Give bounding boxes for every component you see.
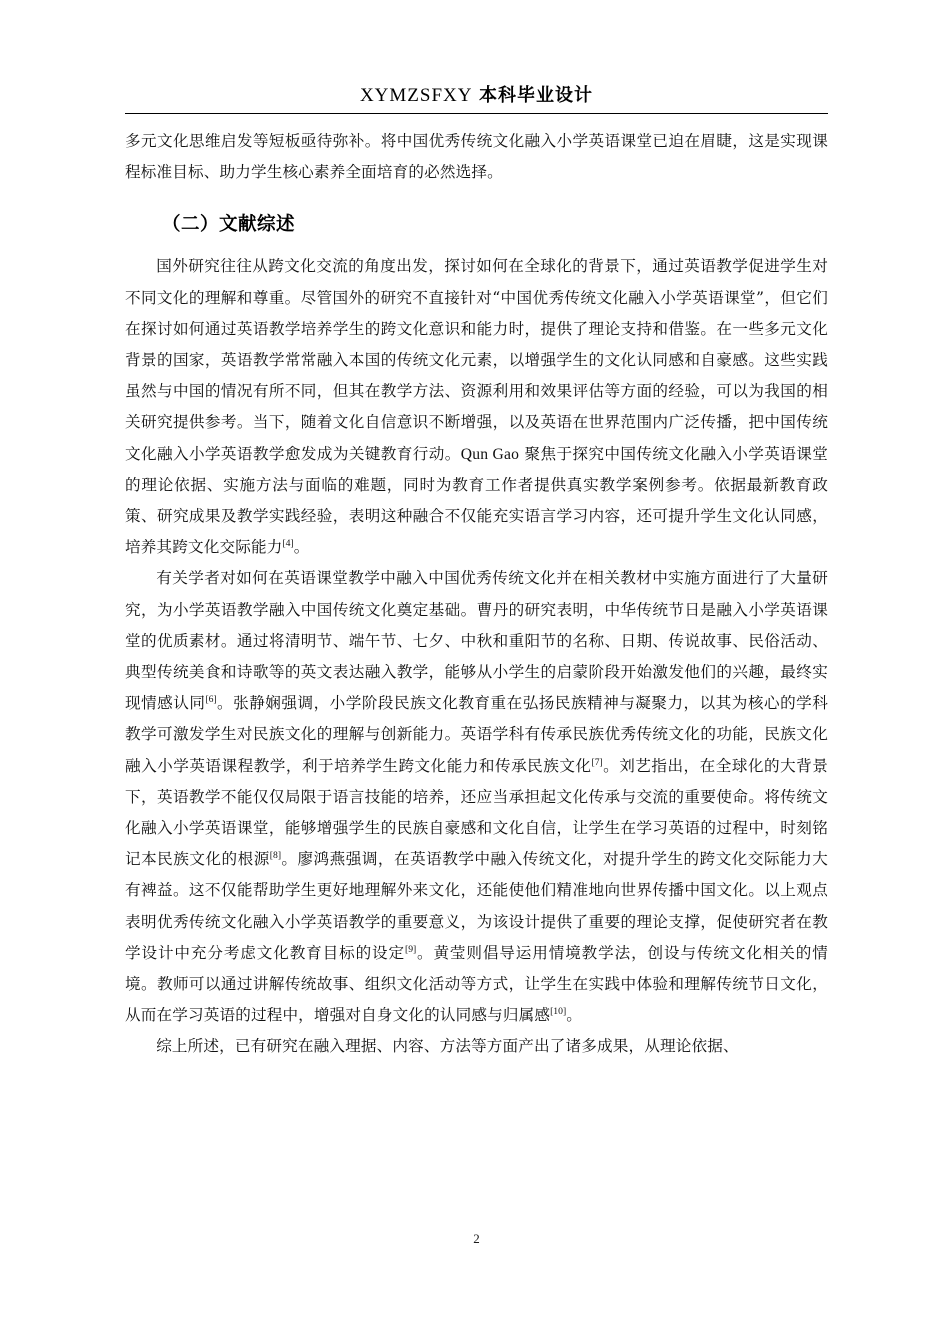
paragraph-text-segment: 。张静娴强调，小学阶段民族文化教育重在弘扬民族精神与凝聚力，以其为核心的学科教学可激发学生对民族文化的理解与创新能力。英语学科有传承民族优秀传统文化的功能，民族文化融入小学英语课程教学，利于培养学生跨文化能力和传承民族文化 (125, 694, 828, 775)
header-title-cjk: 本科毕业设计 (479, 85, 594, 106)
paragraph-summary: 综上所述，已有研究在融入理据、内容、方法等方面产出了诸多成果，从理论依据、 (156, 1037, 739, 1056)
page-number: 2 (473, 1231, 480, 1246)
header-title (125, 82, 828, 109)
citation-marker-10: [10] (550, 1006, 567, 1018)
paragraph-text-segment: 。刘艺指出，在全球化的大背景下，英语教学不能仅仅局限于语言技能的培养，还应当承担起文化传承与交流的重要使命。将传统文化融入小学英语课堂，能够增强学生的民族自豪感和文化自信，让学生在学习英语的过程中，时刻铭记本民族文化的根源 (125, 756, 828, 869)
paragraph-literature-domestic (125, 563, 828, 1031)
paragraph-continued: 多元文化思维启发等短板亟待弥补。将中国优秀传统文化融入小学英语课堂已迫在眉睫，这是实现课程标准目标、助力学生核心素养全面培育的必然选择。 (125, 132, 828, 182)
section-heading-literature-review: （二）文献综述 (162, 214, 296, 236)
header-title-latin: XYMZSFXY (359, 85, 473, 106)
paragraph-text-segment: 。 (293, 538, 310, 557)
citation-marker-6: [6] (205, 694, 217, 706)
paragraph-literature-overseas (125, 251, 828, 563)
header-divider (125, 113, 828, 114)
paragraph-text-segment: 。 (566, 1006, 582, 1025)
citation-marker-8: [8] (269, 850, 282, 862)
paragraph-text-segment: 国外研究往往从跨文化交流的角度出发，探讨如何在全球化的背景下，通过英语教学促进学生对不同文化的理解和尊重。尽管国外的研究不直接针对“中国优秀传统文化融入小学英语课堂”，但它们在探讨如何通过英语教学培养学生的跨文化意识和能力时，提供了理论支持和借鉴。在一些多元文化背景的国家，英语教学常常融入本国的传统文化元素，以增强学生的文化认同感和自豪感。这些实践虽然与中国的情况有所不同，但其在教学方法、资源利用和效果评估等方面的经验，可以为我国的相关研究提供参考。当下，随着文化自信意识不断增强，以及英语在世界范围内广泛传播，把中国传统文化融入小学英语教学愈发成为关键教育行动。 (125, 257, 828, 463)
paragraph-text-segment: 。廖鸿燕强调，在英语教学中融入传统文化，对提升学生的跨文化交际能力大有裨益。这不仅能帮助学生更好地理解外来文化，还能使他们精准地向世界传播中国文化。以上观点表明优秀传统文化融入小学英语教学的重要意义，为该设计提供了重要的理论支撑，促使研究者在教学设计中充分考虑文化教育目标的设定 (125, 850, 828, 962)
paragraph-text-segment: 。黄莹则倡导运用情境教学法，创设与传统文化相关的情境。教师可以通过讲解传统故事、组织文化活动等方式，让学生在实践中体验和理解传统节日文化，从而在学习英语的过程中，增强对自身文化的认同感与归属感 (125, 943, 828, 1025)
citation-marker-4: [4] (282, 538, 294, 550)
document-body (125, 126, 828, 1063)
citation-marker-7: [7] (591, 756, 603, 768)
page-footer (125, 1228, 828, 1247)
citation-marker-9: [9] (404, 943, 417, 955)
paragraph-text-segment: 有关学者对如何在英语课堂教学中融入中国优秀传统文化并在相关教材中实施方面进行了大量研究，为小学英语教学融入中国传统文化奠定基础。曹丹的研究表明，中华传统节日是融入小学英语课堂的优质素材。通过将清明节、端午节、七夕、中秋和重阳节的名称、日期、传说故事、民俗活动、典型传统美食和诗歌等的英文表达融入教学，能够从小学生的启蒙阶段开始激发他们的兴趣，最终实现情感认同 (125, 569, 828, 713)
paragraph-text-segment: 聚焦于探究中国传统文化融入小学英语课堂的理论依据、实施方法与面临的难题，同时为教育工作者提供真实教学案例参考。依据最新教育政策、研究成果及教学实践经验，表明这种融合不仅能充实语言学习内容，还可提升学生文化认同感，培养其跨文化交际能力 (125, 444, 828, 557)
researcher-name-qun-gao: Qun Gao (460, 445, 520, 463)
page-header (125, 82, 828, 114)
